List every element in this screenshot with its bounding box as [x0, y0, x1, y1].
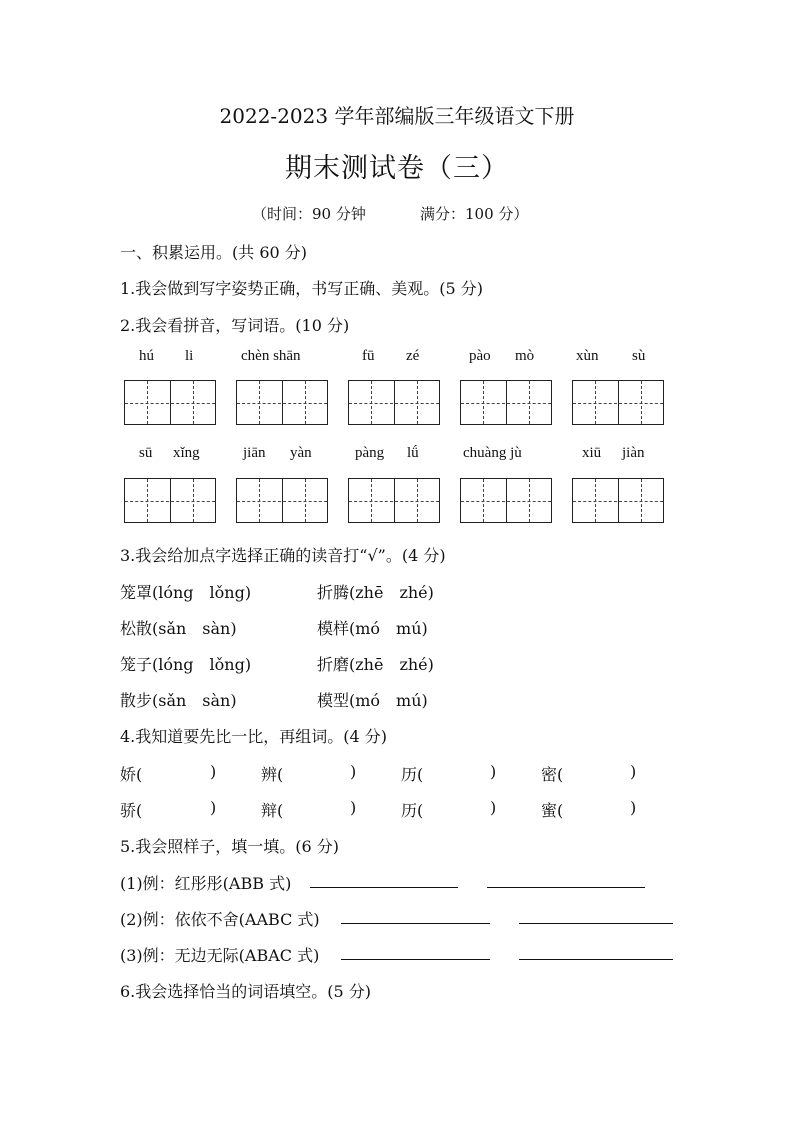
- reading-choice[interactable]: 松散(sǎn sàn): [120, 619, 237, 638]
- writing-grid[interactable]: [460, 478, 552, 523]
- pinyin: zé: [406, 348, 420, 364]
- reading-choice[interactable]: 折磨(zhē zhé): [317, 655, 434, 674]
- reading-choice[interactable]: 模样(mó mú): [317, 619, 428, 638]
- pinyin: chèn shān: [241, 348, 301, 364]
- writing-grid[interactable]: [236, 478, 328, 523]
- pinyin: li: [185, 348, 194, 364]
- char-compare: 辨(: [261, 765, 284, 784]
- pinyin: sù: [632, 348, 646, 364]
- char-compare: 骄(: [120, 801, 143, 820]
- char-compare: 历(: [401, 765, 424, 784]
- reading-choice[interactable]: 散步(sǎn sàn): [120, 691, 237, 710]
- answer-blank[interactable]: [519, 943, 673, 960]
- writing-grid[interactable]: [348, 380, 440, 425]
- pinyin: pào: [469, 348, 491, 364]
- reading-choice[interactable]: 笼罩(lóng lǒng): [120, 583, 252, 602]
- question-3: 3.我会给加点字选择正确的读音打“√”。(4 分): [120, 546, 446, 565]
- char-compare: 娇(: [120, 765, 143, 784]
- pinyin: jiàn: [622, 445, 645, 461]
- reading-choice[interactable]: 笼子(lóng lǒng): [120, 655, 252, 674]
- question-5: 5.我会照样子，填一填。(6 分): [120, 837, 340, 856]
- writing-grid[interactable]: [348, 478, 440, 523]
- pinyin: fū: [362, 348, 375, 364]
- pinyin: xùn: [576, 348, 599, 364]
- word-blank[interactable]: ): [350, 762, 357, 781]
- pinyin: lǘ: [407, 445, 419, 461]
- exam-time: （时间：90 分钟: [252, 205, 366, 223]
- pattern-example: (3)例：无边无际(ABAC 式): [120, 946, 320, 965]
- pinyin: hú: [139, 348, 154, 364]
- writing-grid[interactable]: [124, 380, 216, 425]
- section-1-title: 一、积累运用。(共 60 分): [120, 243, 308, 262]
- pinyin: sū: [139, 445, 153, 461]
- pinyin: chuàng jù: [463, 445, 522, 461]
- exam-subtitle: 2022-2023 学年部编版三年级语文下册: [219, 104, 575, 128]
- pinyin: mò: [515, 348, 535, 364]
- word-blank[interactable]: ): [350, 798, 357, 817]
- exam-score: 满分：100 分）: [420, 205, 529, 223]
- exam-title: 期末测试卷（三）: [285, 153, 509, 184]
- writing-grid[interactable]: [236, 380, 328, 425]
- writing-grid[interactable]: [460, 380, 552, 425]
- reading-choice[interactable]: 模型(mó mú): [317, 691, 428, 710]
- answer-blank[interactable]: [310, 871, 458, 888]
- char-compare: 密(: [541, 765, 564, 784]
- word-blank[interactable]: ): [490, 762, 497, 781]
- answer-blank[interactable]: [341, 907, 490, 924]
- pattern-example: (1)例：红彤彤(ABB 式): [120, 874, 292, 893]
- writing-grid[interactable]: [124, 478, 216, 523]
- pinyin: yàn: [290, 445, 312, 461]
- char-compare: 历(: [401, 801, 424, 820]
- writing-grid[interactable]: [572, 380, 664, 425]
- answer-blank[interactable]: [487, 871, 645, 888]
- word-blank[interactable]: ): [490, 798, 497, 817]
- pinyin: pàng: [355, 445, 385, 461]
- pinyin: xǐng: [173, 445, 200, 461]
- char-compare: 蜜(: [541, 801, 564, 820]
- pinyin: xiū: [582, 445, 602, 461]
- word-blank[interactable]: ): [210, 798, 217, 817]
- pinyin: jiān: [243, 445, 266, 461]
- question-6: 6.我会选择恰当的词语填空。(5 分): [120, 982, 372, 1001]
- question-4: 4.我知道要先比一比，再组词。(4 分): [120, 727, 388, 746]
- word-blank[interactable]: ): [210, 762, 217, 781]
- writing-grid[interactable]: [572, 478, 664, 523]
- word-blank[interactable]: ): [630, 762, 637, 781]
- answer-blank[interactable]: [341, 943, 490, 960]
- char-compare: 辩(: [261, 801, 284, 820]
- pattern-example: (2)例：依依不舍(AABC 式): [120, 910, 320, 929]
- answer-blank[interactable]: [519, 907, 673, 924]
- word-blank[interactable]: ): [630, 798, 637, 817]
- question-2: 2.我会看拼音，写词语。(10 分): [120, 316, 350, 335]
- question-1: 1.我会做到写字姿势正确，书写正确、美观。(5 分): [120, 279, 484, 298]
- reading-choice[interactable]: 折腾(zhē zhé): [317, 583, 434, 602]
